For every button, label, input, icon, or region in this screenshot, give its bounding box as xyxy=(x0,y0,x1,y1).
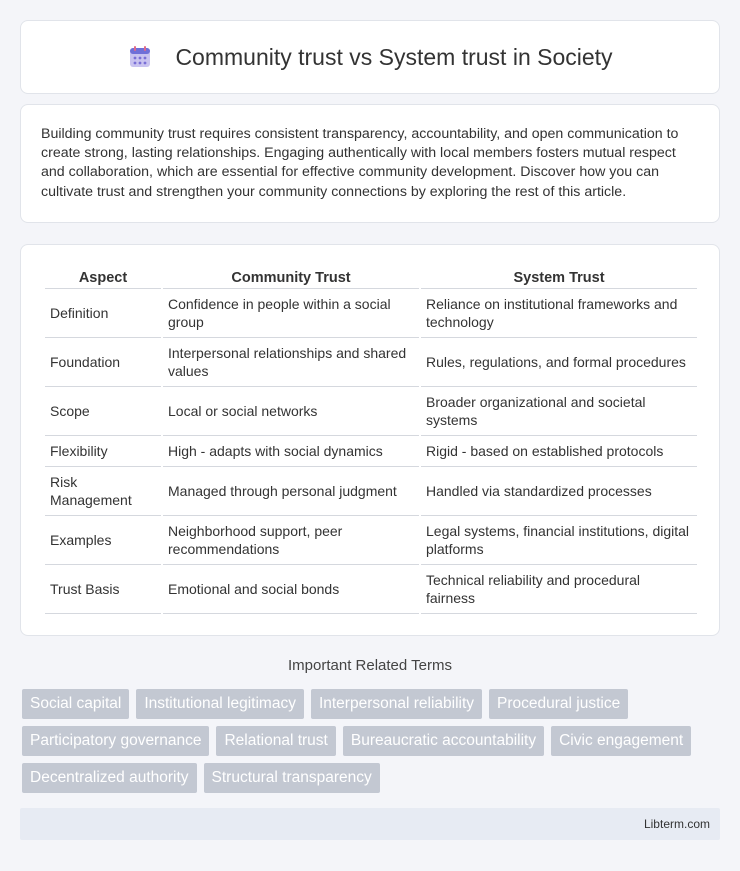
related-term-tag[interactable]: Structural transparency xyxy=(204,763,380,793)
table-row xyxy=(45,387,697,436)
table-row xyxy=(45,436,697,467)
table-cell: High - adapts with social dynamics xyxy=(163,436,419,467)
table-cell: Neighborhood support, peer recommendations xyxy=(163,516,419,565)
table-cell: Emotional and social bonds xyxy=(163,565,419,614)
related-term-tag[interactable]: Bureaucratic accountability xyxy=(343,726,544,756)
table-row xyxy=(45,565,697,614)
related-term-tag[interactable]: Civic engagement xyxy=(551,726,691,756)
related-term-tag[interactable]: Relational trust xyxy=(216,726,335,756)
table-row xyxy=(45,289,697,338)
footer xyxy=(20,808,720,840)
intro-text: Building community trust requires consistent transparency, accountability, and open communication to create strong, lasting relationships. Engaging authentically with local members fosters mutual respect and collaboration, which are essential for effective community development. Discover how you can cultivate trust and strengthen your community connections by exploring the rest of this article. xyxy=(41,126,679,200)
footer-site-link[interactable]: Libterm.com xyxy=(643,817,710,831)
table-cell: Broader organizational and societal systems xyxy=(421,387,697,436)
table-row xyxy=(45,516,697,565)
calendar-icon xyxy=(127,44,153,70)
table-row xyxy=(45,338,697,387)
table-cell: Confidence in people within a social group xyxy=(163,289,419,338)
table-cell: Legal systems, financial institutions, digital platforms xyxy=(421,516,697,565)
table-cell: Technical reliability and procedural fairness xyxy=(421,565,697,614)
table-cell: Rules, regulations, and formal procedures xyxy=(421,338,697,387)
table-cell: Definition xyxy=(45,289,161,338)
related-term-tag[interactable]: Decentralized authority xyxy=(22,763,197,793)
table-cell: Examples xyxy=(45,516,161,565)
table-cell: Managed through personal judgment xyxy=(163,467,419,516)
related-term-tag[interactable]: Procedural justice xyxy=(489,689,628,719)
table-cell: Interpersonal relationships and shared values xyxy=(163,338,419,387)
related-term-tag[interactable]: Social capital xyxy=(22,689,129,719)
table-cell: Rigid - based on established protocols xyxy=(421,436,697,467)
related-term-tag[interactable]: Interpersonal reliability xyxy=(311,689,482,719)
page-title: Community trust vs System trust in Society xyxy=(175,43,613,70)
table-cell: Flexibility xyxy=(45,436,161,467)
table-cell: Reliance on institutional frameworks and technology xyxy=(421,289,697,338)
table-cell: Risk Management xyxy=(45,467,161,516)
related-term-tag[interactable]: Institutional legitimacy xyxy=(136,689,304,719)
intro-card xyxy=(20,104,720,223)
related-terms-list xyxy=(22,689,722,800)
comparison-card xyxy=(20,244,720,636)
column-header-system-trust: System Trust xyxy=(421,265,697,289)
table-cell: Handled via standardized processes xyxy=(421,467,697,516)
table-cell: Scope xyxy=(45,387,161,436)
title-card xyxy=(20,20,720,94)
table-cell: Local or social networks xyxy=(163,387,419,436)
table-row xyxy=(45,467,697,516)
comparison-table xyxy=(43,265,699,614)
table-cell: Trust Basis xyxy=(45,565,161,614)
related-term-tag[interactable]: Participatory governance xyxy=(22,726,209,756)
column-header-community-trust: Community Trust xyxy=(163,265,419,289)
table-header-row xyxy=(45,265,697,289)
related-terms-title: Important Related Terms xyxy=(288,657,452,674)
column-header-aspect: Aspect xyxy=(45,265,161,289)
table-cell: Foundation xyxy=(45,338,161,387)
